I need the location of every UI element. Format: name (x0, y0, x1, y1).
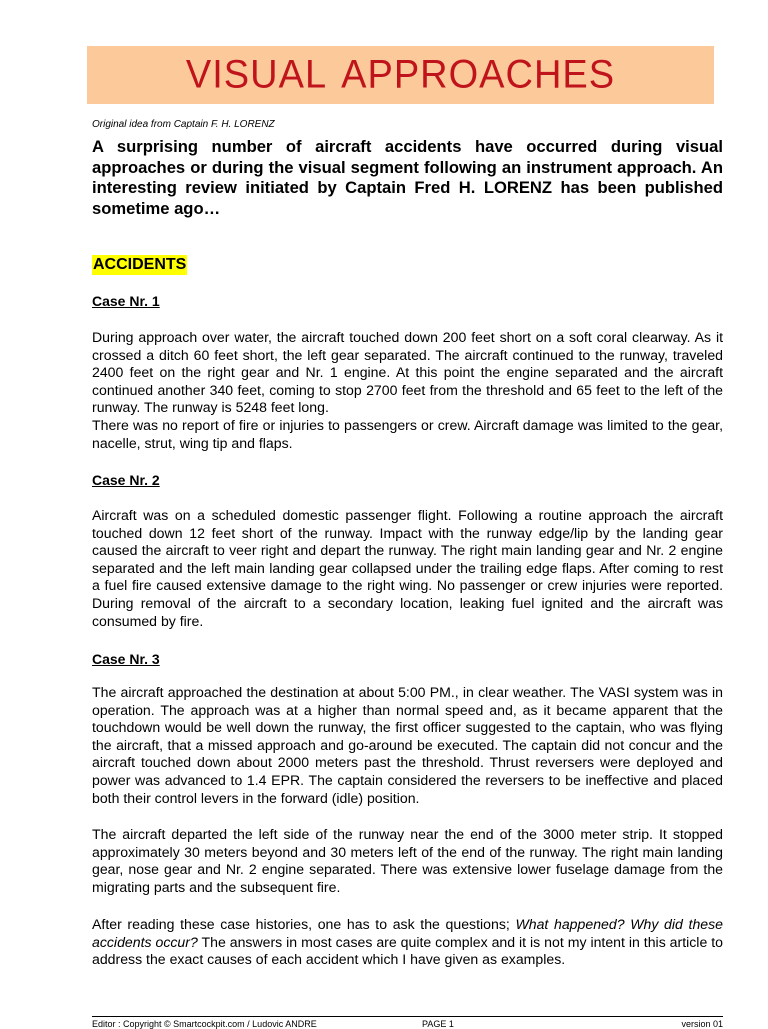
section-heading-accidents: ACCIDENTS (93, 256, 187, 273)
closing-tail: The answers in most cases are quite complex and it is not my intent in this article to address the exact causes of each accident which I have given as examples. (92, 933, 723, 968)
case-3-paragraph-1: The aircraft approached the destination at about 5:00 PM., in clear weather. The VASI system was in operation. The approach was at a higher than normal speed and, as it became apparent that the touchdown would be well down the runway, the first officer suggested to the captain, who was flying the aircraft, that a missed approach and go-around be executed. The captain did not concur and the aircraft touched down about 2000 meters past the threshold. Thrust reversers were deployed and power was advanced to 1.4 EPR. The captain considered the reversers to be ineffective and placed both their control levers in the forward (idle) position. (92, 684, 723, 806)
page-title: VISUAL APPROACHES (185, 52, 616, 97)
intro-paragraph: A surprising number of aircraft accidents have occurred during visual approaches or during the visual segment following an instrument approach. An interesting review initiated by Captain Fred H. LORENZ has been published sometime ago… (92, 137, 723, 218)
case-heading-1: Case Nr. 1 (92, 293, 160, 309)
footer-copyright: Editor : Copyright © Smartcockpit.com / Ludovic ANDRE (92, 1019, 317, 1029)
closing-paragraph (92, 916, 723, 969)
case-2-paragraph-1: Aircraft was on a scheduled domestic passenger flight. Following a routine approach the aircraft touched down 12 feet short of the runway. Impact with the runway edge/lip by the landing gear caused the aircraft to veer right and depart the runway. The right main landing gear and Nr. 2 engine separated and the left main landing gear collapsed under the trailing edge flaps. After coming to rest a fuel fire caused extensive damage to the right wing. No passenger or crew injuries were reported. During removal of the aircraft to a secondary location, leaking fuel ignited and the aircraft was consumed by fire. (92, 507, 723, 629)
closing-questions: What happened? Why did these accidents occur? (92, 916, 724, 950)
title-banner (87, 46, 714, 104)
footer-version: version 01 (681, 1019, 723, 1029)
page-footer (92, 1016, 723, 1029)
case-3-paragraph-2: The aircraft departed the left side of the runway near the end of the 3000 meter strip. It stopped approximately 30 meters beyond and 30 meters left of the end of the runway. The right main landing gear, nose gear and Nr. 2 engine separated. There was extensive lower fuselage damage from the migrating parts and the subsequent fire. (92, 826, 723, 895)
footer-page-number: PAGE 1 (422, 1019, 454, 1029)
original-idea-credit: Original idea from Captain F. H. LORENZ (92, 119, 275, 130)
case-heading-2: Case Nr. 2 (92, 472, 160, 488)
case-1-paragraph-1: During approach over water, the aircraft touched down 200 feet short on a soft coral clearway. As it crossed a ditch 60 feet short, the left gear separated. The aircraft continued to the runway, traveled 2400 feet on the right gear and Nr. 1 engine. At this point the engine separated and the aircraft continued another 340 feet, coming to stop 2700 feet from the threshold and 65 feet to the left of the runway. The runway is 5248 feet long. (92, 329, 723, 416)
closing-lead: After reading these case histories, one has to ask the questions; (92, 916, 516, 932)
case-1-paragraph-2: There was no report of fire or injuries to passengers or crew. Aircraft damage was limited to the gear, nacelle, strut, wing tip and flaps. (92, 417, 723, 451)
case-heading-3: Case Nr. 3 (92, 651, 160, 667)
